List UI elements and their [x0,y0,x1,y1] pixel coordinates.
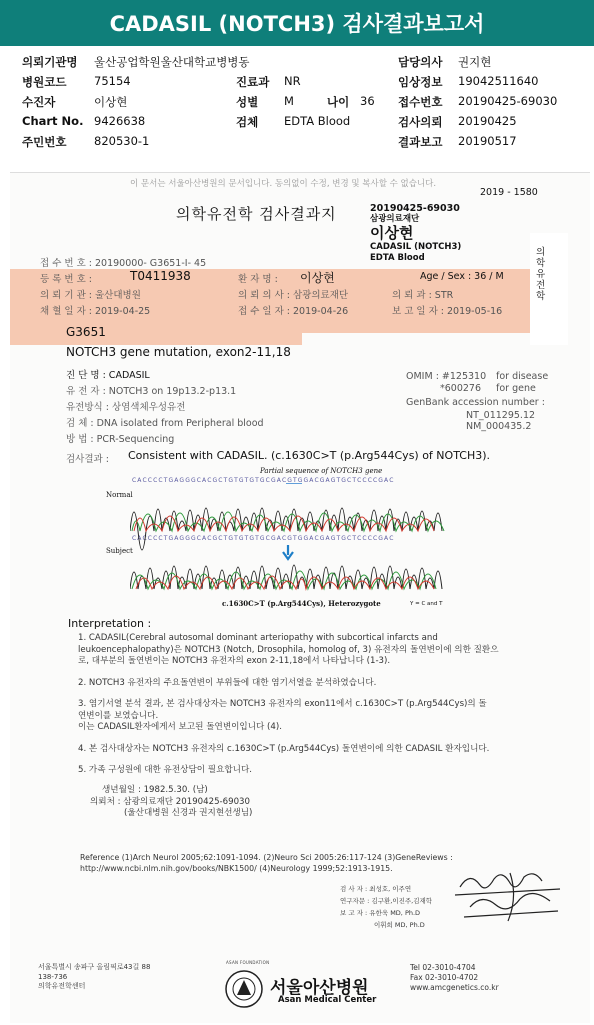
test-code: G3651 [66,325,106,339]
header-row-1 [22,54,582,72]
reference-2: http://www.ncbi.nlm.nih.gov/books/NBK1500/ (4)Neurology 1999;52:1913-1915. [80,863,393,873]
age-value: 36 [360,94,375,108]
copy-notice: 이 문서는 서울아산병원의 문서입니다. 동의없이 수정, 변경 및 복사할 수 없습니다. [130,179,437,189]
doctor-label: 담당의사 [398,55,443,69]
report-date: 보 고 일 자 : 2019-05-16 [392,306,503,317]
req-doctor: 의 뢰 의 사 : 삼광의료재단 [238,290,349,301]
interp-1b: leukoencephalopathy)은 NOTCH3 (Notch, Drosophila, homolog of, 3) 유전자의 돌연변이에 의한 질환으 [78,644,499,655]
address-block [38,963,150,992]
interp-1a: 1. CADASIL(Cerebral autosomal dominant arteriopathy with subcortical infarcts and [78,633,438,643]
chart-value: 9426638 [94,114,146,128]
fax: Fax 02-3010-4702 [410,973,479,982]
ward: 의 뢰 과 : STR [392,290,454,301]
signatory-4: 이휘희 MD, Ph.D [374,921,425,929]
hospital-code-value: 75154 [94,74,131,88]
interp-3c: 이는 CADASIL환자에게서 보고된 돌연변이입니다 (4). [78,722,282,732]
omim-gene: for gene [496,383,536,394]
hospital-name-kr: 서울아산병원 [270,978,369,998]
chromatogram [130,483,450,593]
genbank-nt: NT_011295.12 [466,410,536,421]
interpretation-title: Interpretation : [68,617,152,630]
requester: 의뢰처 : 삼광의료재단 20190425-69030 [90,796,250,807]
request-label: 검사의뢰 [398,115,443,129]
header-row-2 [22,74,582,92]
address-2: 138-736 [38,972,68,981]
sticker-test: CADASIL (NOTCH3) [370,242,462,252]
sequence-caption: c.1630C>T (p.Arg544Cys), Heterozygote [222,599,381,608]
signatory-3: 보 고 자 : 유한욱 MD, Ph.D [340,909,421,917]
omim-disease: for disease [496,371,549,382]
sticker-org: 삼광의료재단 [370,214,420,224]
receive-date: 접 수 일 자 : 2019-04-26 [238,306,349,317]
normal-bases: C A C C C C T G A G G G C A C G C T G T G T G T G C G A C G T G G A C G A G T G C T C C C C G A C [132,477,394,484]
reg-no: T0411938 [130,269,191,283]
normal-label: Normal [106,491,133,499]
signatories [340,883,432,931]
sequence-yct: Y = C and T [410,601,443,607]
clinical-value: 19042511640 [458,74,539,88]
interp-2: 2. NOTCH3 유전자의 주요돌연변이 부위들에 대한 염기서열을 분석하였습니다. [78,677,377,688]
telephone: Tel 02-3010-4704 [410,963,476,972]
address-1: 서울특별시 송파구 올림픽로43길 88 [38,963,151,971]
sex-label: 성별 [236,95,259,109]
specimen-value: EDTA Blood [284,114,351,128]
sticker-receipt: 20190425-69030 [370,203,460,214]
receipt-line: 접 수 번 호 : 20190000- G3651-I- 45 [40,258,207,269]
doc-number: 2019 - 1580 [480,187,538,198]
reg-no-label: 등 록 번 호 : [40,274,92,285]
req-inst: 의 뢰 기 관 : 울산대병원 [40,290,141,301]
chart-label: Chart No. [22,114,84,128]
sex-value: M [284,94,294,108]
collect-date: 채 혈 일 자 : 2019-04-25 [40,306,151,317]
interpretation-body [78,633,499,777]
report-title: CADASIL (NOTCH3) 검사결과보고서 [109,12,485,36]
id-label: 주민번호 [22,135,67,149]
subject-label: Subject [106,547,133,555]
report-label: 결과보고 [398,135,443,149]
patient-label: 수진자 [22,95,56,109]
hospital-name-en: Asan Medical Center [278,995,377,1005]
sticker-specimen: EDTA Blood [370,253,425,263]
patient-name: 이상현 [300,271,335,285]
gene: 유 전 자 : NOTCH3 on 19p13.2-p13.1 [66,386,237,397]
patient-value: 이상현 [94,95,128,109]
sequence-title: Partial sequence of NOTCH3 gene [260,467,383,475]
institution-label: 의뢰기관명 [22,55,78,69]
interp-1c: 로, 대부분의 돌연변이는 NOTCH3 유전자의 exon 2-11,18에서 나타납니다 (1-3). [78,656,391,666]
interp-3b: 연변이를 보였습니다. [78,710,159,721]
genbank-label: GenBank accession number : [406,397,545,408]
omim-gene-no: *600276 [440,383,482,394]
patient-footer [90,785,252,820]
interp-3a: 3. 염기서열 분석 결과, 본 검사대상자는 NOTCH3 유전자의 exon11에서 c.1630C>T (p.Arg544Cys)의 돌 [78,699,487,709]
asan-logo [224,969,264,1013]
request-value: 20190425 [458,114,517,128]
dob: 생년월일 : 1982.5.30. (남) [102,785,208,795]
dept-value: NR [284,74,301,88]
genbank-nm: NM_000435.2 [466,421,532,432]
result-text: Consistent with CADASIL. (c.1630C>T (p.Arg544Cys) of NOTCH3). [128,449,491,462]
age-sex: Age / Sex : 36 / M [420,271,504,282]
report-title-banner [0,0,594,46]
dept-label: 진료과 [236,75,270,89]
receipt-label: 접수번호 [398,95,443,109]
age-label: 나이 [327,95,350,109]
website: www.amcgenetics.co.kr [410,983,499,992]
requester-2: (울산대병원 신경과 권지현선생님) [124,808,253,818]
side-text: 의학유전학 [536,247,546,302]
hospital-code-label: 병원코드 [22,75,67,89]
omim-label: OMIM : #125310 [406,371,487,382]
interp-4: 4. 본 검사대상자는 NOTCH3 유전자의 c.1630C>T (p.Arg544Cys) 돌연변이에 의한 CADASIL 환자입니다. [78,743,490,754]
specimen-detail: 검 체 : DNA isolated from Peripheral blood [66,418,264,429]
clinical-label: 임상정보 [398,75,443,89]
subject-bases: C A C C C C T G A G G G C A C G C T G T G T G T G C G A C G T G G A C G A G T G C T C C C C G A C [132,535,394,542]
report-value: 20190517 [458,134,517,148]
specimen-label: 검체 [236,115,259,129]
receipt-value: 20190425-69030 [458,94,558,108]
specimen-sticker [370,203,461,264]
id-value: 820530-1 [94,134,150,148]
logo-text: ASAN FOUNDATION [226,960,270,965]
address-3: 의학유전학센터 [38,982,86,990]
header-row-4 [22,114,582,132]
test-name: NOTCH3 gene mutation, exon2-11,18 [66,345,291,359]
patient-name-label: 환 자 명 : [238,274,278,285]
references [80,853,453,874]
doc-title: 의학유전학 검사결과지 [176,205,337,223]
reference-1: Reference (1)Arch Neurol 2005;62:1091-1094. (2)Neuro Sci 2005:26:117-124 (3)GeneReviews : [80,853,453,862]
inheritance: 유전방식 : 상염색체우성유전 [66,402,186,413]
result-label: 검사결과 : [66,454,109,465]
diagnosis: 진 단 명 : CADASIL [66,370,150,381]
interp-5: 5. 가족 구성원에 대한 유전상담이 필요합니다. [78,765,253,775]
contact-block [410,963,499,993]
institution-value: 울산공업학원울산대학교병병동 [94,55,250,69]
mutation-arrow-icon [282,545,294,561]
scanned-report [10,172,590,1023]
signatory-2: 연구자문 : 김구환,이진주,김재학 [340,897,433,905]
signatory-1: 검 사 자 : 최성호, 이주연 [340,885,412,893]
signature-image [450,867,570,929]
header-row-3 [22,94,582,112]
header-row-5 [22,134,582,152]
doctor-value: 권지현 [458,55,492,69]
patient-info-highlight-2 [10,333,302,345]
sticker-name: 이상현 [370,224,414,242]
method: 방 법 : PCR-Sequencing [66,434,175,445]
asan-foundation-emblem-icon [224,969,264,1009]
